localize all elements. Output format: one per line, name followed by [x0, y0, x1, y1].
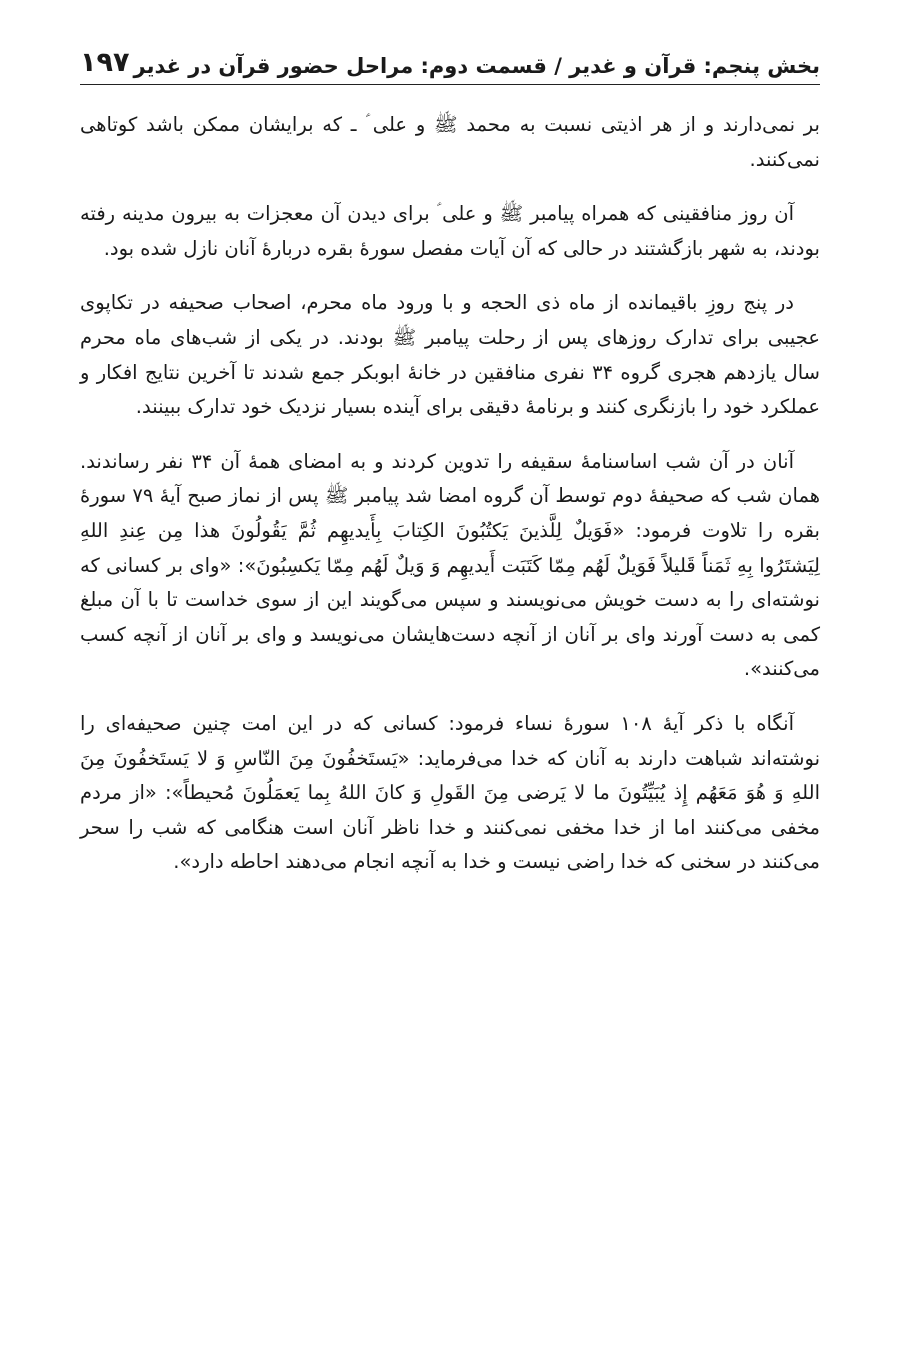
paragraph-1-text: بر نمی‌دارند و از هر اذیتی نسبت به محمد ﷺ و علی ؑ ـ که برایشان ممکن باشد کوتاهی نمی‌کنند. [80, 113, 820, 171]
running-head: بخش پنجم: قرآن و غدیر / قسمت دوم: مراحل حضور قرآن در غدیر [133, 54, 820, 78]
paragraph-2 [80, 197, 820, 266]
paragraph-5 [80, 707, 820, 880]
quran-verse-nisa-108: يَستَخفُونَ مِنَ النّاسِ وَ لا يَستَخفُونَ مِنَ اللهِ وَ هُوَ مَعَهُم إِذ يُبَيِّتُونَ ما لا يَرضى مِنَ القَولِ وَ كانَ اللهُ بِما يَعمَلُونَ مُحيطاً [80, 746, 821, 805]
paragraph-4-translation: »: «وای بر کسانی که نوشته‌ای را به دست خویش می‌نویسند و سپس می‌گویند این از سوی خداست تا با آن مبلغ کمی به دست آورند وای بر آنان از آنچه دست‌هایشان می‌نویسد و وای بر آنان از آنچه کسب می‌کنند». [80, 553, 820, 681]
quran-verse-baqara-79: فَوَيلٌ لِلَّذينَ يَكتُبُونَ الكِتابَ بِأَيديهِم ثُمَّ يَقُولُونَ هذا مِن عِندِ اللهِ لِيَشتَرُوا بِهِ ثَمَناً قَليلاً فَوَيلٌ لَهُم مِمّا كَتَبَت أَيديهِم وَ وَيلٌ لَهُم مِمّا يَكسِبُونَ [80, 518, 820, 577]
body-text [80, 108, 820, 900]
page-number: ۱۹۷ [80, 47, 130, 78]
header-rule [80, 84, 820, 85]
paragraph-3 [80, 286, 820, 424]
paragraph-5-lead: آنگاه با ذکر آیهٔ ۱۰۸ سورهٔ نساء فرمود: کسانی که در این امت چنین صحیفه‌ای را نوشته‌اند شباهت دارند به آنان که خدا می‌فرماید: « [80, 711, 820, 770]
paragraph-1 [80, 108, 820, 177]
paragraph-5-translation: »: «از مردم مخفی می‌کنند اما از خدا مخفی نمی‌کنند و خدا ناظر آنان است هنگامی که شب را سحر می‌کنند در سخنی که خدا راضی نیست و خدا به آنچه انجام می‌دهند احاطه دارد». [80, 781, 820, 874]
paragraph-4 [80, 445, 820, 687]
paragraph-4-lead: آنان در آن شب اساسنامهٔ سقیفه را تدوین کردند و به امضای همهٔ آن ۳۴ نفر رساندند. همان شب که صحیفهٔ دوم توسط آن گروه امضا شد پیامبر ﷺ پس از نماز صبح آیهٔ ۷۹ سورهٔ بقره را تلاوت فرمود: « [80, 449, 821, 542]
paragraph-2-text: آن روز منافقینی که همراه پیامبر ﷺ و علی ؑ برای دیدن آن معجزات به بیرون مدینه رفته بودند، به شهر بازگشتند در حالی که آن آیات مفصل سورهٔ بقره دربارهٔ آنان نازل شده بود. [80, 202, 820, 260]
paragraph-3-text: در پنج روزِ باقیمانده از ماه ذی الحجه و با ورود ماه محرم، اصحاب صحیفه در تکاپوی عجیبی برای تدارک روزهای پس از رحلت پیامبر ﷺ بودند. در یکی از شب‌های ماه محرم سال یازدهم هجری گروه ۳۴ نفری منافقین در خانهٔ ابوبکر جمع شدند تا آخرین نتایج افکار و عملکرد خود را بازنگری کنند و برنامهٔ دقیقی برای آینده بسیار نزدیک خود تدارک ببینند. [80, 291, 820, 419]
page-header [80, 34, 820, 78]
